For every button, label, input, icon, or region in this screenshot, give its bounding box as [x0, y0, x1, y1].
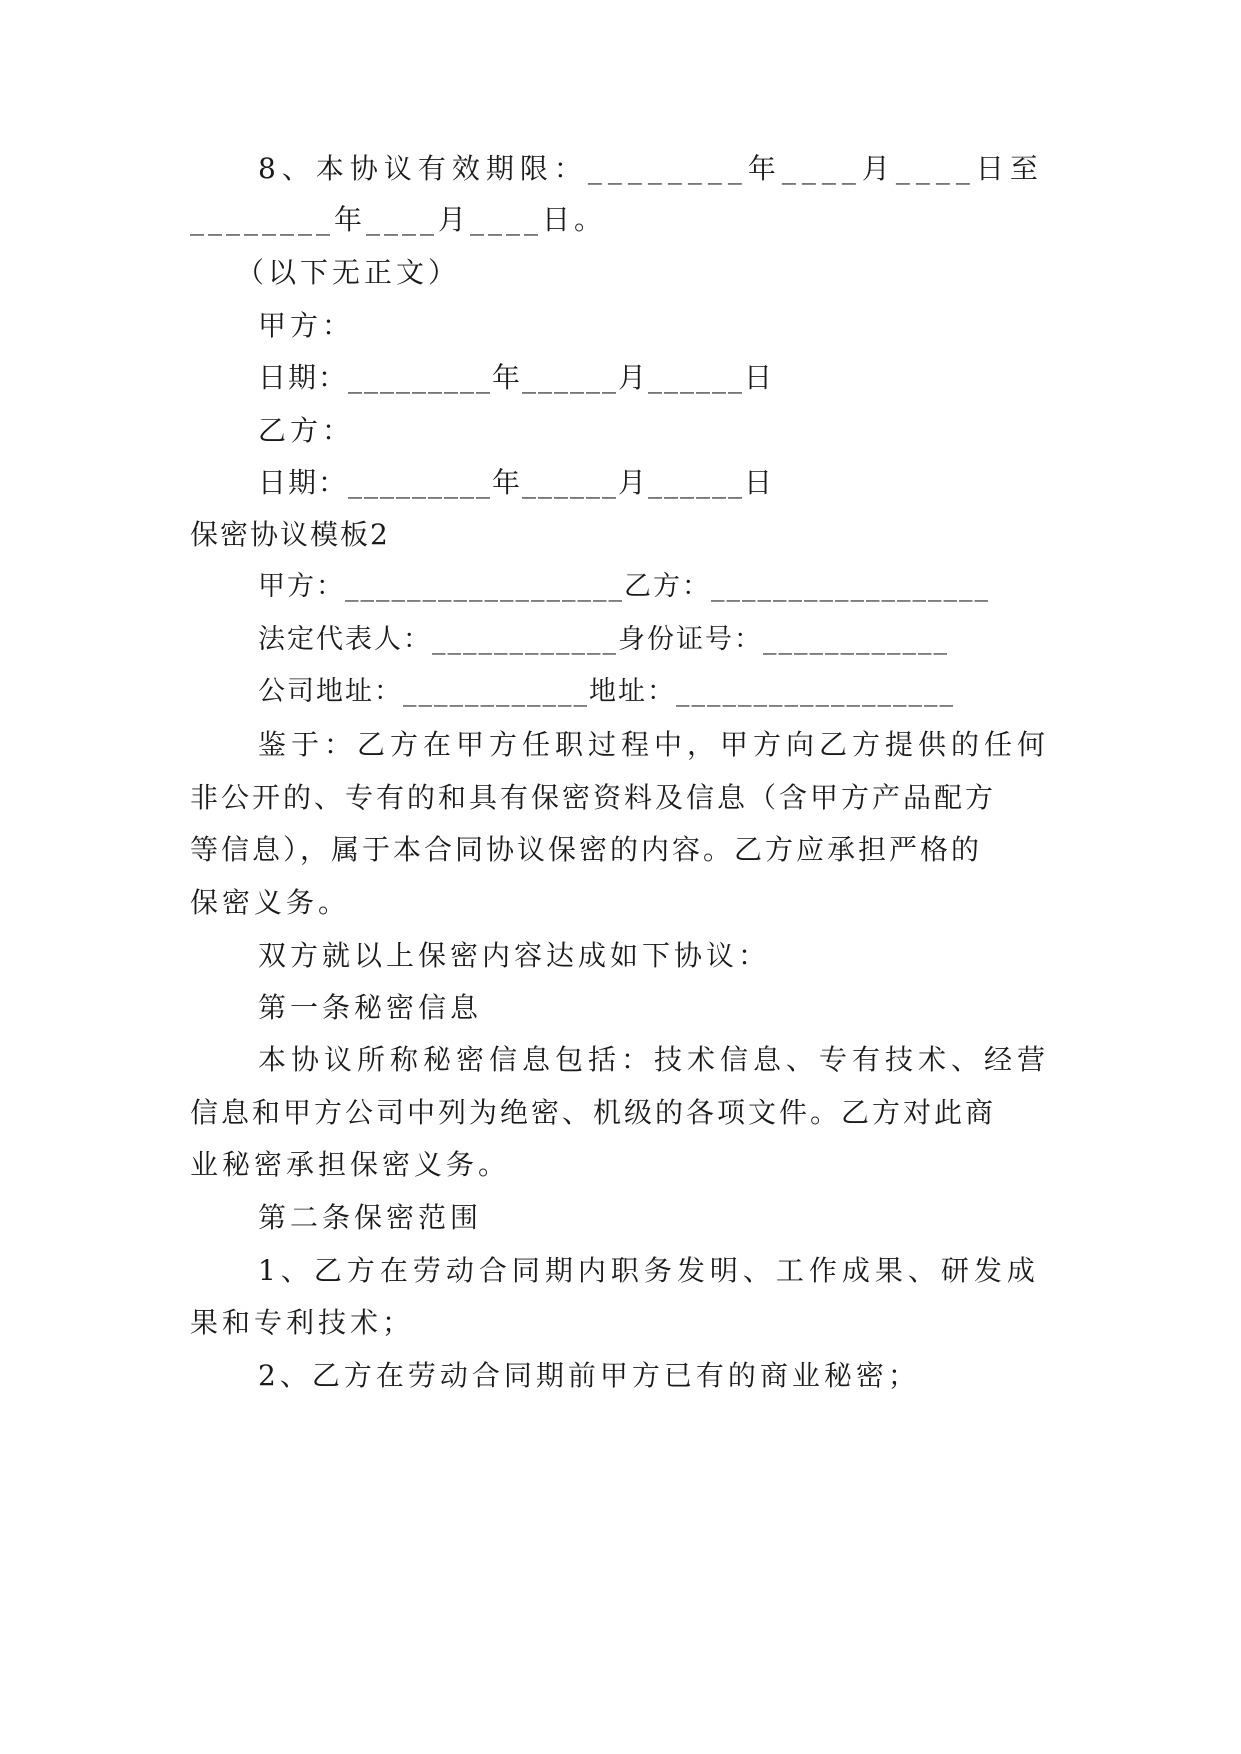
no-body-note: （以下无正文） — [236, 256, 461, 289]
party-a-label: 甲方： — [258, 309, 355, 342]
party-b-label: 乙方： — [258, 414, 355, 447]
article-2-item-1-line-2: 果和专利技术； — [190, 1306, 415, 1339]
article-2-item-1-line-1: 1、乙方在劳动合同期内职务发明、工作成果、研发成 — [258, 1254, 1040, 1287]
validity-period-line-cont: ________年____月____日。 — [190, 203, 607, 236]
whereas-paragraph-line-1: 鉴于：乙方在甲方任职过程中，甲方向乙方提供的任何 — [258, 728, 1051, 761]
party-b-date: 日期：_________年______月______日 — [258, 466, 775, 499]
article-2-heading: 第二条保密范围 — [258, 1201, 483, 1234]
article-1-line-2: 信息和甲方公司中列为绝密、机级的各项文件。乙方对此商 — [190, 1096, 997, 1129]
article-1-heading: 第一条秘密信息 — [258, 991, 483, 1024]
section-title-template-2: 保密协议模板2 — [190, 518, 390, 551]
agreement-intro: 双方就以上保密内容达成如下协议： — [258, 939, 771, 972]
representative-id-line: 法定代表人：____________身份证号：____________ — [258, 624, 949, 655]
party-a-date: 日期：_________年______月______日 — [258, 361, 775, 394]
article-1-line-3: 业秘密承担保密义务。 — [190, 1148, 511, 1181]
validity-period-line: 8、本协议有效期限：________年____月____日至 — [258, 152, 1044, 185]
whereas-paragraph-line-4: 保密义务。 — [190, 886, 351, 919]
whereas-paragraph-line-2: 非公开的、专有的和具有保密资料及信息（含甲方产品配方 — [190, 781, 997, 814]
party-fields-line: 甲方：__________________乙方：__________________ — [258, 571, 990, 602]
article-2-item-2: 2、乙方在劳动合同期前甲方已有的商业秘密； — [258, 1359, 920, 1392]
article-1-line-1: 本协议所称秘密信息包括：技术信息、专有技术、经营 — [258, 1043, 1051, 1076]
whereas-paragraph-line-3: 等信息），属于本合同协议保密的内容。乙方应承担严格的 — [190, 833, 983, 866]
address-line: 公司地址：____________地址：__________________ — [258, 676, 955, 707]
